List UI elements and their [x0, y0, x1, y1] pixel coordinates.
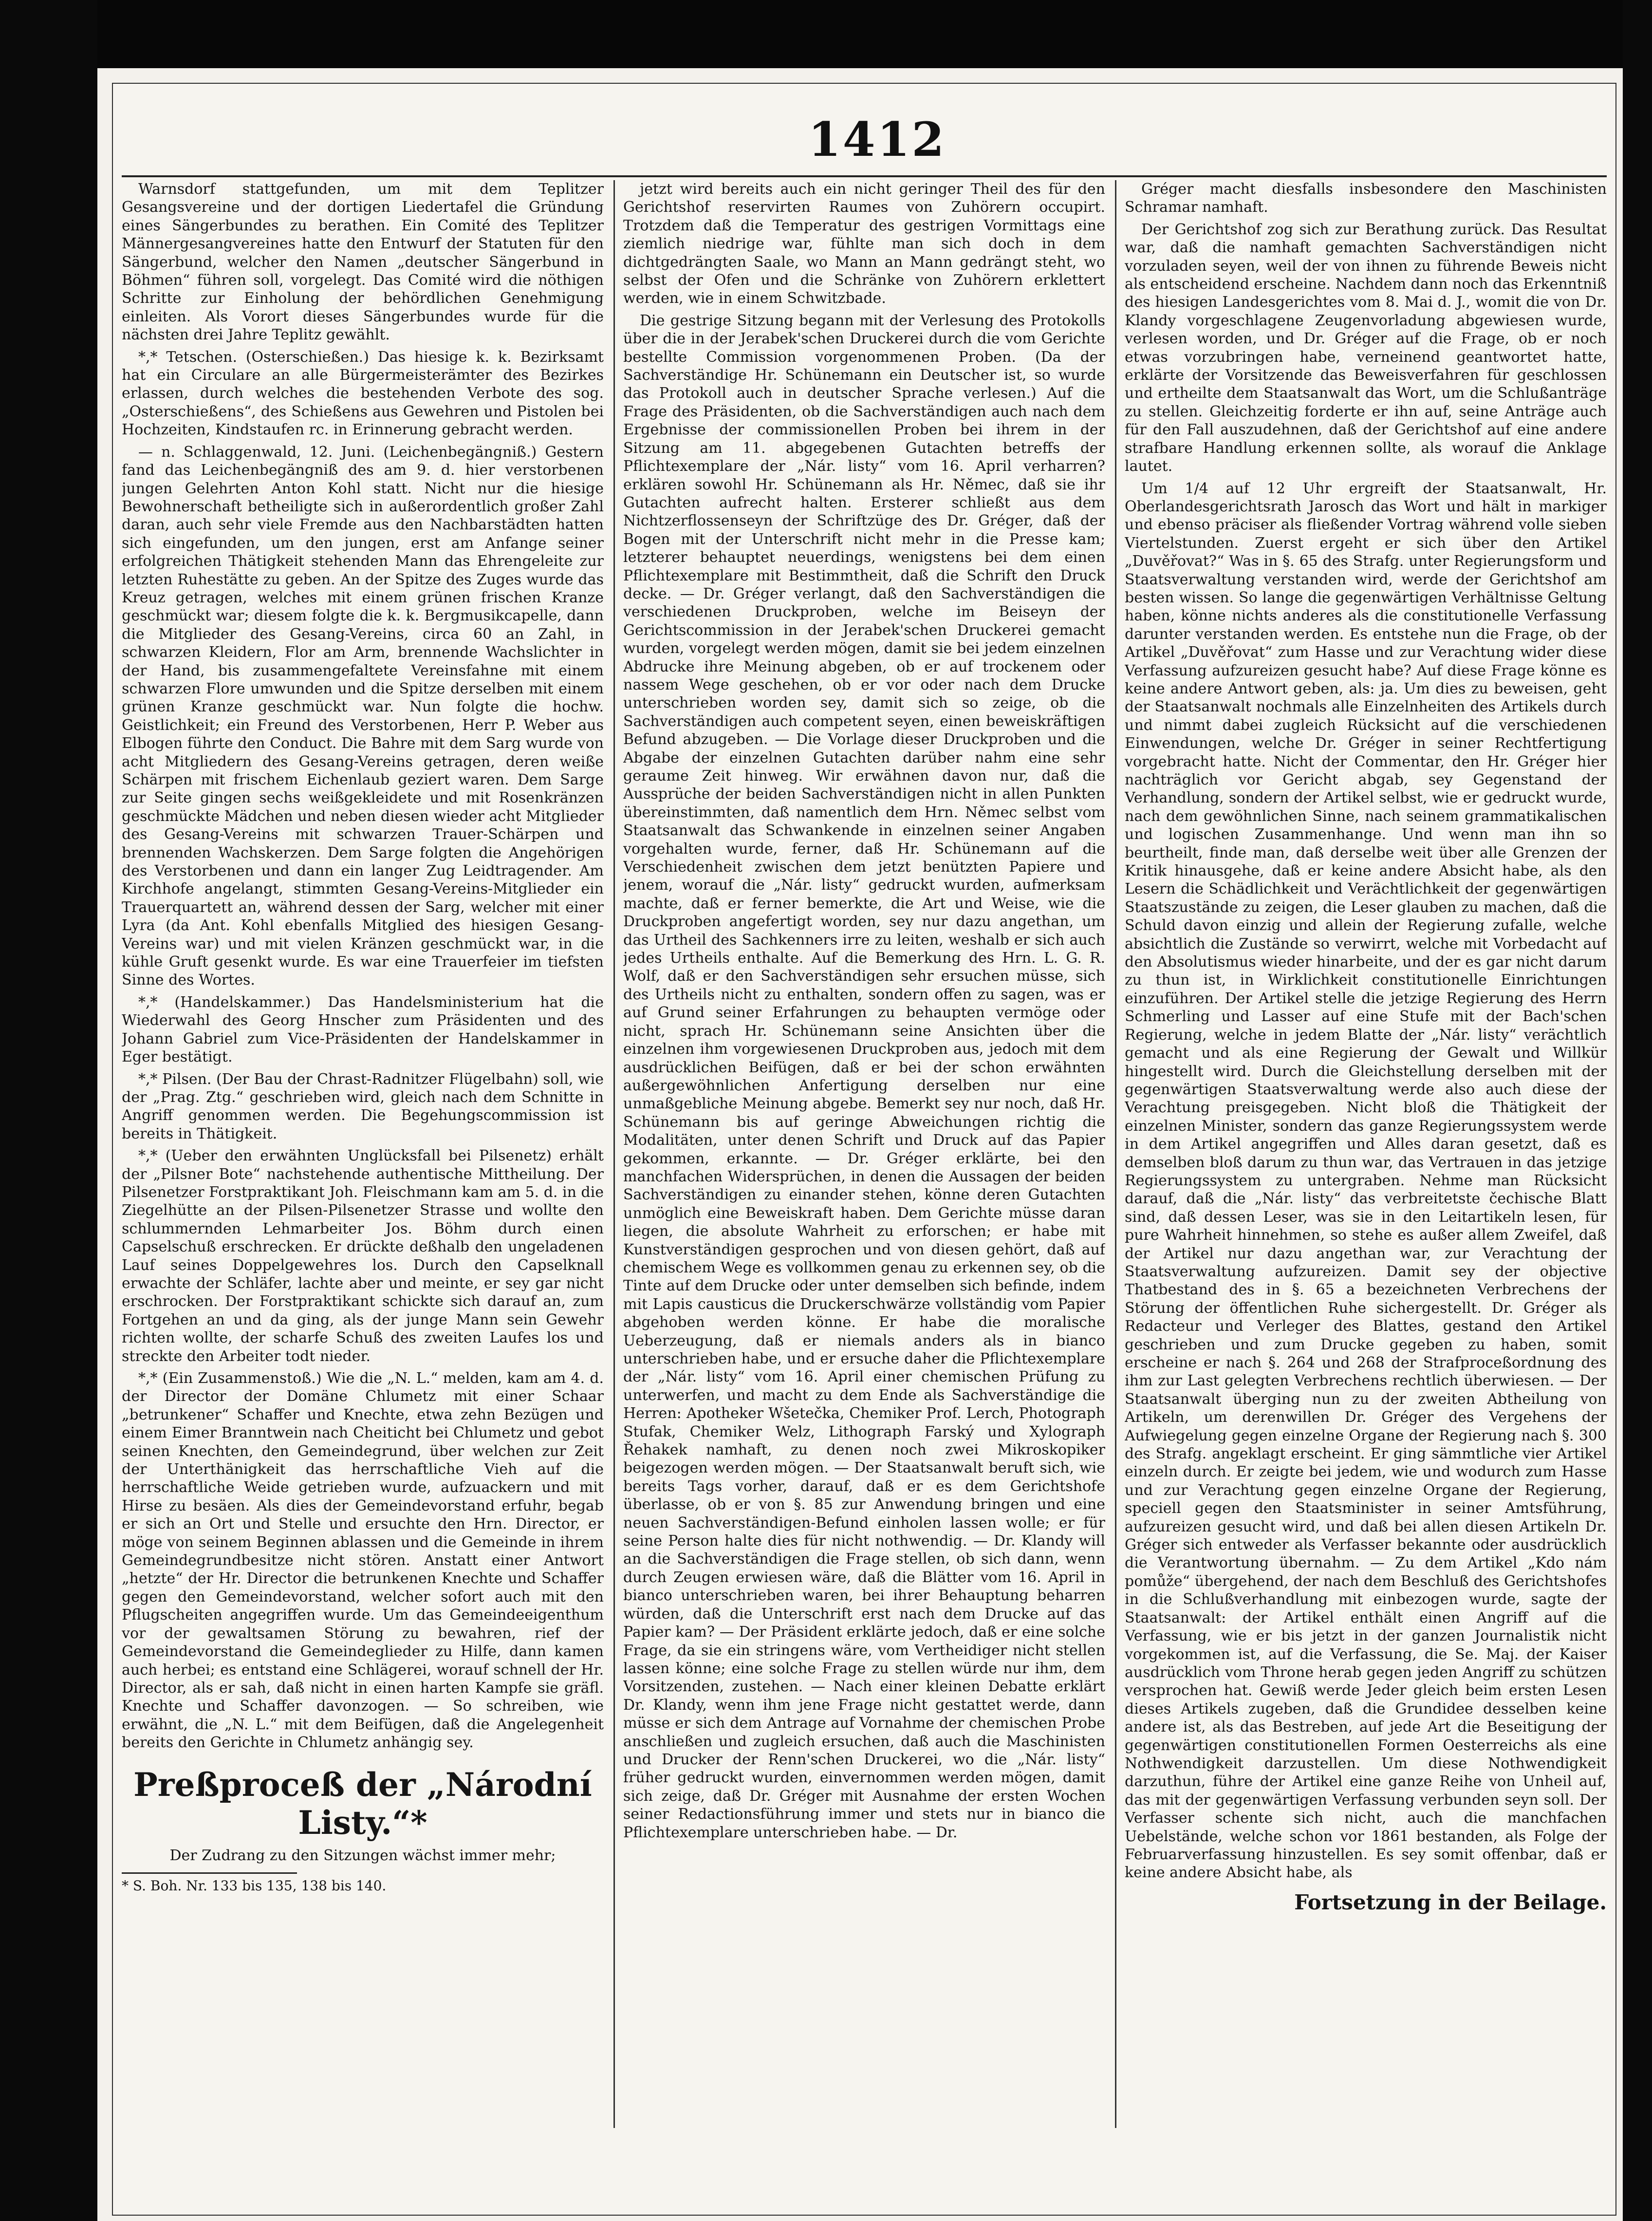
column-3: [1125, 180, 1607, 2196]
article-paragraph: jetzt wird bereits auch ein nicht geringer Theil des für den Gerichtshof reservirten Raumes von Zuhörern occupirt. Trotzdem daß die Temperatur des gestrigen Vormittags eine ziemlich niedrige war, fühlte man sich doch in dem dichtgedrängten Saale, wo Mann an Mann gedrängt steht, wo selbst der Ofen und die Schränke von Zuhörern erklettert werden, wie in einem Schwitzbade.: [623, 181, 1105, 307]
article-paragraph: Die gestrige Sitzung begann mit der Verlesung des Protokolls über die in der Jerabek'schen Druckerei durch die vom Gerichte bestellte Commission vorgenommenen Proben. (Da der Sachverständige Hr. Schünemann ein Deutscher ist, so wurde das Protokoll auch in deutscher Sprache verlesen.) Auf die Frage des Präsidenten, ob die Sachverständigen auch nach dem Ergebnisse der commissionellen Proben bei ihrem in der Sitzung am 11. abgegebenen Gutachten betreffs der Pflichtexemplare der „Nár. listy“ vom 16. April verharren? erklären sowohl Hr. Schünemann als Hr. Němec, daß sie ihr Gutachten aufrecht halten. Ersterer schließt aus dem Nichtzerflossenseyn der Schriftzüge des Dr. Gréger, daß der Bogen mit der Unterschrift nicht mehr in die Presse kam; letzterer behauptet neuerdings, wenigstens bei dem einen Pflichtexemplare mit Bestimmtheit, daß die Schrift den Druck decke. — Dr. Gréger verlangt, daß den Sachverständigen die verschiedenen Druckproben, welche im Beiseyn der Gerichtscommission in der Jerabek'schen Druckerei gemacht wurden, vorgelegt werden mögen, damit sie bei jedem einzelnen Abdrucke ihre Meinung abgeben, ob er auf trockenem oder nassem Wege geschehen, ob er vor oder nach dem Drucke unterschrieben worden sey, damit sich so zeige, ob die Sachverständigen auch competent seyen, einen beweiskräftigen Befund abzugeben. — Die Vorlage dieser Druckproben und die Abgabe der einzelnen Gutachten darüber nahm eine sehr geraume Zeit hinweg. Wir erwähnen davon nur, daß die Aussprüche der beiden Sachverständigen nicht in allen Punkten übereinstimmten, daß namentlich dem Hrn. Němec selbst vom Staatsanwalt das Schwankende in einzelnen seiner Angaben vorgehalten wurde, ferner, daß Hr. Schünemann auf die Verschiedenheit zwischen dem jetzt benützten Papiere und jenem, worauf die „Nár. listy“ gedruckt wurden, aufmerksam machte, daß er ferner bemerkte, die Art und Weise, wie die Druckproben angefertigt worden, sey nur dazu angethan, um das Urtheil des Sachkenners irre zu leiten, weshalb er sich auch jedes Urtheils enthalte. Auf die Bemerkung des Hrn. L. G. R. Wolf, daß er den Sachverständigen sehr ersuchen müsse, sich des Urtheils nicht zu enthalten, sondern offen zu sagen, was er auf Grund seiner Erfahrungen zu behaupten vermöge oder nicht, sprach Hr. Schünemann seine Ansichten über die einzelnen ihm vorgewiesenen Druckproben aus, jedoch mit dem ausdrücklichen Beifügen, daß er bei der schon erwähnten außergewöhnlichen Anfertigung derselben nur eine unmaßgebliche Meinung abgebe. Bemerkt sey nur noch, daß Hr. Schünemann bis auf geringe Abweichungen richtig die Modalitäten, unter denen Schrift und Druck auf das Papier gekommen, erkannte. — Dr. Gréger erklärte, bei den manchfachen Widersprüchen, in denen die Aussagen der beiden Sachverständigen zu einander stehen, könne deren Gutachten unmöglich eine Beweiskraft haben. Dem Gerichte müsse daran liegen, die absolute Wahrheit zu erforschen; er habe mit Kunstverständigen gesprochen und von diesen gehört, daß auf chemischem Wege es vollkommen genau zu erkennen sey, ob die Tinte auf dem Drucke oder unter demselben sich befinde, indem mit Lapis causticus die Druckerschwärze vollständig vom Papier abgehoben werden könne. Er habe die moralische Ueberzeugung, daß er niemals anders als in bianco unterschrieben habe, und er ersuche daher die Pflichtexemplare der „Nár. listy“ vom 16. April einer chemischen Prüfung zu unterwerfen, und macht zu dem Ende als Sachverständige die Herren: Apotheker Wšetečka, Chemiker Prof. Lerch, Photograph Stufak, Chemiker Welz, Lithograph Farský und Xylograph Řehakek namhaft, zu denen noch zwei Mikroskopiker beigezogen werden mögen. — Der Staatsanwalt beruft sich, wie bereits Tags vorher, darauf, daß er es dem Gerichtshofe überlasse, ob er von §. 85 zur Anwendung bringen und eine neuen Sachverständigen-Befund einholen lassen wolle; er für seine Person halte dies für nicht nothwendig. — Dr. Klandy will an die Sachverständigen die Frage stellen, ob sich dann, wenn durch Zeugen erwiesen wäre, daß die Blätter vom 16. April in bianco unterschrieben waren, bei ihrer Behauptung beharren würden, daß die Unterschrift erst nach dem Drucke auf das Papier kam? — Der Präsident erklärte jedoch, daß er eine solche Frage, da sie ein stringens wäre, vom Vertheidiger nicht stellen lassen könne; eine solche Frage zu stellen würde nur ihm, dem Vorsitzenden, zustehen. — Nach einer kleinen Debatte erklärt Dr. Klandy, wenn ihm jene Frage nicht gestattet werde, dann müsse er sich dem Antrage auf Vornahme der chemischen Probe anschließen und zugleich ersuchen, daß auch die Maschinisten und Drucker der Renn'schen Druckerei, wo die „Nár. listy“ früher gedruckt wurden, einvernommen werden mögen, damit sich zeige, daß Dr. Gréger mit Ausnahme der ersten Wochen seiner Redactionsführung immer und stets nur in bianco die Pflichtexemplare unterschrieben habe. — Dr.: [623, 312, 1105, 1841]
page-number: 1412: [808, 112, 947, 167]
article-paragraph: *,* (Ein Zusammenstoß.) Wie die „N. L.“ melden, kam am 4. d. der Director der Domäne Chlumetz mit einer Schaar „betrunkener“ Schaffer und Knechte, etwa zehn Bezügen und einem Eimer Branntwein nach Cheiticht bei Chlumetz und gebot seinen Knechten, den Gemeindegrund, über welchen zur Zeit der Unterthänigkeit das herrschaftliche Vieh auf die herrschaftliche Weide getrieben wurde, aufzuackern und mit Hirse zu besäen. Als dies der Gemeindevorstand erfuhr, begab er sich an Ort und Stelle und ersuchte den Hrn. Director, er möge von seinem Beginnen ablassen und die Gemeinde in ihrem Gemeindegrundbesitze nicht stören. Anstatt einer Antwort „hetzte“ der Hr. Director die betrunkenen Knechte und Schaffer gegen den Gemeindevorstand, welcher sofort auch mit den Pflugscheiten angegriffen wurde. Um das Gemeindeeigenthum vor der gewaltsamen Störung zu bewahren, rief der Gemeindevorstand die Gemeindeglieder zu Hilfe, dann kamen auch herbei; es entstand eine Schlägerei, worauf schnell der Hr. Director, als er sah, daß nicht in einen harten Kampfe sie gräfl. Knechte und Schaffer davonzogen. — So schreiben, wie erwähnt, die „N. L.“ mit dem Beifügen, daß die Angelegenheit bereits den Gerichte in Chlumetz anhängig sey.: [122, 1370, 604, 1752]
continuation-note: Fortsetzung in der Beilage.: [1294, 1890, 1607, 1914]
article-paragraph: Der Gerichtshof zog sich zur Berathung zurück. Das Resultat war, daß die namhaft gemachten Sachverständigen nicht vorzuladen seyen, weil der von ihnen zu führende Beweis nicht als entscheidend erscheine. Nachdem dann noch das Erkenntniß des hiesigen Landesgerichtes vom 8. Mai d. J., womit die von Dr. Klandy vorgeschlagene Zeugenvorladung abgewiesen wurde, verlesen worden, und Dr. Gréger auf die Frage, ob er noch etwas vorzubringen habe, verneinend geantwortet hatte, erklärte der Vorsitzende das Beweisverfahren für geschlossen und ertheilte dem Staatsanwalt das Wort, um die Schlußanträge zu stellen. Gleichzeitig forderte er ihn auf, seine Anträge auch für den Fall auszudehnen, daß der Gerichtshof auf eine andere strafbare Handlung erkennen sollte, als worauf die Anklage lautet.: [1125, 221, 1607, 475]
header-rule: [122, 175, 1607, 177]
section-heading: Preßproceß der „Národní Listy.“*: [133, 1765, 592, 1842]
scan-border-right: [1623, 0, 1652, 2221]
column-2: [623, 180, 1105, 2196]
article-paragraph: Warnsdorf stattgefunden, um mit dem Teplitzer Gesangsvereine und der dortigen Liedertafel die Gründung eines Sängerbundes zu berathen. Ein Comité des Teplitzer Männergesangvereines hatte den Entwurf der Statuten für den Sängerbund, welcher den Namen „deutscher Sängerbund in Böhmen“ führen soll, vorgelegt. Das Comité wird die nöthigen Schritte zur Einholung der behördlichen Genehmigung einleiten. Als Vorort dieses Sängerbundes wurde für die nächsten drei Jahre Teplitz gewählt.: [122, 181, 604, 344]
article-paragraph: *,* Pilsen. (Der Bau der Chrast-Radnitzer Flügelbahn) soll, wie der „Prag. Ztg.“ geschrieben wird, gleich nach dem Schnitte in Angriff genommen werden. Die Begehungscommission ist bereits in Thätigkeit.: [122, 1070, 604, 1142]
article-paragraph: *,* (Ueber den erwähnten Unglücksfall bei Pilsenetz) erhält der „Pilsner Bote“ nachstehende authentische Mittheilung. Der Pilsenetzer Forstpraktikant Joh. Fleischmann kam am 5. d. in die Ziegelhütte an der Pilsen-Pilsenetzer Strasse und wollte den schlummernden Lehmarbeiter Jos. Böhm durch einen Capselschuß erschrecken. Er drückte deßhalb den ungeladenen Lauf seines Doppelgewehres los. Durch den Capselknall erwachte der Schläfer, lachte aber und meinte, er sey gar nicht erschrocken. Der Forstpraktikant schickte sich darauf an, zum Fortgehen an und da ging, als der junge Mann sein Gewehr richten wollte, der scharfe Schuß des zweiten Laufes los und streckte den Arbeiter todt nieder.: [122, 1147, 604, 1365]
scan-border-top: [0, 0, 1652, 68]
section-subheading: Der Zudrang zu den Sitzungen wächst immer mehr;: [169, 1847, 556, 1864]
newspaper-page: [112, 83, 1616, 2216]
article-paragraph: Um 1/4 auf 12 Uhr ergreift der Staatsanwalt, Hr. Oberlandesgerichtsrath Jarosch das Wort und hält in markiger und ebenso präciser als fließender Vortrag während volle sieben Viertelstunden. Zuerst ergeht er sich über den Artikel „Duvěřovat?“ Was in §. 65 des Strafg. unter Regierungsform und Staatsverwaltung verstanden wird, werde der Gerichtshof am besten wissen. So lange die gegenwärtigen Verhältnisse Geltung haben, könne nichts anderes als die constitutionelle Verfassung darunter verstanden werden. Es entstehe nun die Frage, ob der Artikel „Duvěřovat“ zum Hasse und zur Verachtung wider diese Verfassung aufzureizen gesucht habe? Auf diese Frage könne es keine andere Antwort geben, als: ja. Um dies zu beweisen, geht der Staatsanwalt nochmals alle Einzelnheiten des Artikels durch und nimmt dabei zugleich Rücksicht auf die verschiedenen Einwendungen, welche Dr. Gréger in seiner Rechtfertigung vorgebracht hatte. Nicht der Commentar, den Hr. Gréger hier nachträglich vor Gericht abgab, sey Gegenstand der Verhandlung, sondern der Artikel selbst, wie er gedruckt wurde, nach dem gewöhnlichen Sinne, nach seinem grammatikalischen und logischen Zusammenhange. Und wenn man ihn so beurtheilt, finde man, daß derselbe weit über alle Grenzen der Kritik hinausgehe, daß er keine andere Absicht habe, als den Lesern die Schädlichkeit und Verächtlichkeit der gegenwärtigen Staatszustände zu zeigen, die Leser glauben zu machen, daß die Schuld davon einzig und allein der Regierung zufalle, welche absichtlich die Zustände so verwirrt, welche mit Vorbedacht auf den Absolutismus wieder hinarbeite, und der es gar nicht darum zu thun ist, in Wirklichkeit constitutionelle Einrichtungen einzuführen. Der Artikel stelle die jetzige Regierung des Herrn Schmerling und Lasser auf eine Stufe mit der Bach'schen Regierung, welche in jedem Blatte der „Nár. listy“ verächtlich gemacht und als eine Regierung der Gewalt und Willkür hingestellt wird. Durch die Gleichstellung derselben mit der gegenwärtigen Staatsverwaltung werde also auch diese der Verachtung preisgegeben. Nicht bloß die Thätigkeit der einzelnen Minister, sondern das ganze Regierungssystem werde in dem Artikel angegriffen und Alles daran gesetzt, daß es demselben bloß darum zu thun war, das Vertrauen in das jetzige Regierungssystem zu untergraben. Nehme man Rücksicht darauf, daß die „Nár. listy“ das verbreitetste čechische Blatt sind, daß dessen Leser, was sie in den Leitartikeln lesen, für pure Wahrheit hinnehmen, so stehe es außer allem Zweifel, daß der Artikel nur dazu angethan war, zur Verachtung der Staatsverwaltung aufzureizen. Damit sey der objective Thatbestand des in §. 65 a bezeichneten Verbrechens der Störung der öffentlichen Ruhe sichergestellt. Dr. Gréger als Redacteur und Verleger des Blattes, gestand den Artikel geschrieben und zum Drucke gegeben zu haben, somit erscheine er nach §. 264 und 268 der Strafproceßordnung des ihm zur Last gelegten Verbrechens rechtlich überwiesen. — Der Staatsanwalt überging nun zu der zweiten Abtheilung von Artikeln, um derenwillen Dr. Gréger des Vergehens der Aufwiegelung gegen einzelne Organe der Regierung nach §. 300 des Strafg. angeklagt erscheint. Er ging sämmtliche vier Artikel einzeln durch. Er zeigte bei jedem, wie und wodurch zum Hasse und zur Verachtung gegen einzelne Organe der Regierung, speciell gegen den Staatsminister in seiner Amtsführung, aufzureizen gesucht wird, und daß bei allen diesen Artikeln Dr. Gréger sich entweder als Verfasser bekannte oder ausdrücklich die Verantwortung übernahm. — Zu dem Artikel „Kdo nám pomůže“ übergehend, der nach dem Beschluß des Gerichtshofes in die Schlußverhandlung mit einbezogen wurde, sagte der Staatsanwalt: der Artikel enthält einen Angriff auf die Verfassung, wie er bis jetzt in der ganzen Journalistik nicht vorgekommen ist, auf die Verfassung, die Se. Maj. der Kaiser ausdrücklich vom Throne herab gegen jeden Angriff zu schützen versprochen hat. Gewiß werde Jeder gleich beim ersten Lesen dieses Artikels zugeben, daß die Grundidee desselben keine andere ist, als das Bestreben, auf jede Art die Beseitigung der gegenwärtigen constitutionellen Formen Oesterreichs als eine Nothwendigkeit darzustellen. Um diese Nothwendigkeit darzuthun, führe der Artikel eine ganze Reihe von Unheil auf, das mit der gegenwärtigen Verfassung verbunden seyn soll. Der Verfasser schente sich nicht, auch die manchfachen Uebelstände, welche schon vor 1861 bestanden, als Folge der Februarverfassung hinzustellen. Es sey somit offenbar, daß er keine andere Absicht habe, als: [1125, 480, 1607, 1882]
footnote: * S. Boh. Nr. 133 bis 135, 138 bis 140.: [122, 1877, 387, 1894]
article-paragraph: *,* (Handelskammer.) Das Handelsministerium hat die Wiederwahl des Georg Hnscher zum Präsidenten und des Johann Gabriel zum Vice-Präsidenten der Handelskammer in Eger bestätigt.: [122, 993, 604, 1066]
column-1: [122, 180, 604, 2196]
column-divider: [1115, 180, 1116, 2128]
article-paragraph: *,* Tetschen. (Osterschießen.) Das hiesige k. k. Bezirksamt hat ein Circulare an alle Bürgermeisterämter des Bezirkes erlassen, durch welches die bestehenden Verbote des sog. „Osterschießens“, des Schießens aus Gewehren und Pistolen bei Hochzeiten, Kindstaufen rc. in Erinnerung gebracht werden.: [122, 348, 604, 439]
article-paragraph: — n. Schlaggenwald, 12. Juni. (Leichenbegängniß.) Gestern fand das Leichenbegängniß des am 9. d. hier verstorbenen jungen Gelehrten Anton Kohl statt. Nicht nur die hiesige Bewohnerschaft betheiligte sich in außerordentlich großer Zahl daran, auch sehr viele Fremde aus den Nachbarstädten hatten sich eingefunden, um den jungen, erst am Anfange seiner erfolgreichen Thätigkeit stehenden Mann das Ehrengeleite zur letzten Ruhestätte zu geben. An der Spitze des Zuges wurde das Kreuz getragen, welches mit einem grünen frischen Kranze geschmückt war; diesem folgte die k. k. Bergmusikcapelle, dann die Mitglieder des Gesang-Vereins, circa 60 an Zahl, in schwarzen Kleidern, Flor am Arm, brennende Wachslichter in der Hand, bis zusammengefaltete Vereinsfahne mit einem schwarzen Flore umwunden und die Spitze derselben mit einem grünen Kranze geschmückt war. Nun folgte die hochw. Geistlichkeit; ein Freund des Verstorbenen, Herr P. Weber aus Elbogen führte den Conduct. Die Bahre mit dem Sarg wurde von acht Mitgliedern des Gesang-Vereins getragen, deren weiße Schärpen mit frischem Eichenlaub geziert waren. Dem Sarge zur Seite gingen sechs weißgekleidete und mit Rosenkränzen geschmückte Mädchen und neben diesen wieder acht Mitglieder des Gesang-Vereins mit schwarzen Trauer-Schärpen und brennenden Wachskerzen. Dem Sarge folgten die Angehörigen des Verstorbenen und dann ein langer Zug Leidtragender. Am Kirchhofe angelangt, stimmten Gesang-Vereins-Mitglieder ein Trauerquartett an, während dessen der Sarg, welcher mit einer Lyra (da Ant. Kohl ebenfalls Mitglied des hiesigen Gesang-Vereins war) und mit vielen Kränzen geschmückt war, in die kühle Gruft gesenkt wurde. Es war eine Trauerfeier im tiefsten Sinne des Wortes.: [122, 443, 604, 989]
scan-border-left: [0, 0, 97, 2221]
column-divider: [613, 180, 615, 2128]
article-paragraph: Gréger macht diesfalls insbesondere den Maschinisten Schramar namhaft.: [1125, 181, 1607, 216]
footnote-rule: [122, 1872, 297, 1874]
